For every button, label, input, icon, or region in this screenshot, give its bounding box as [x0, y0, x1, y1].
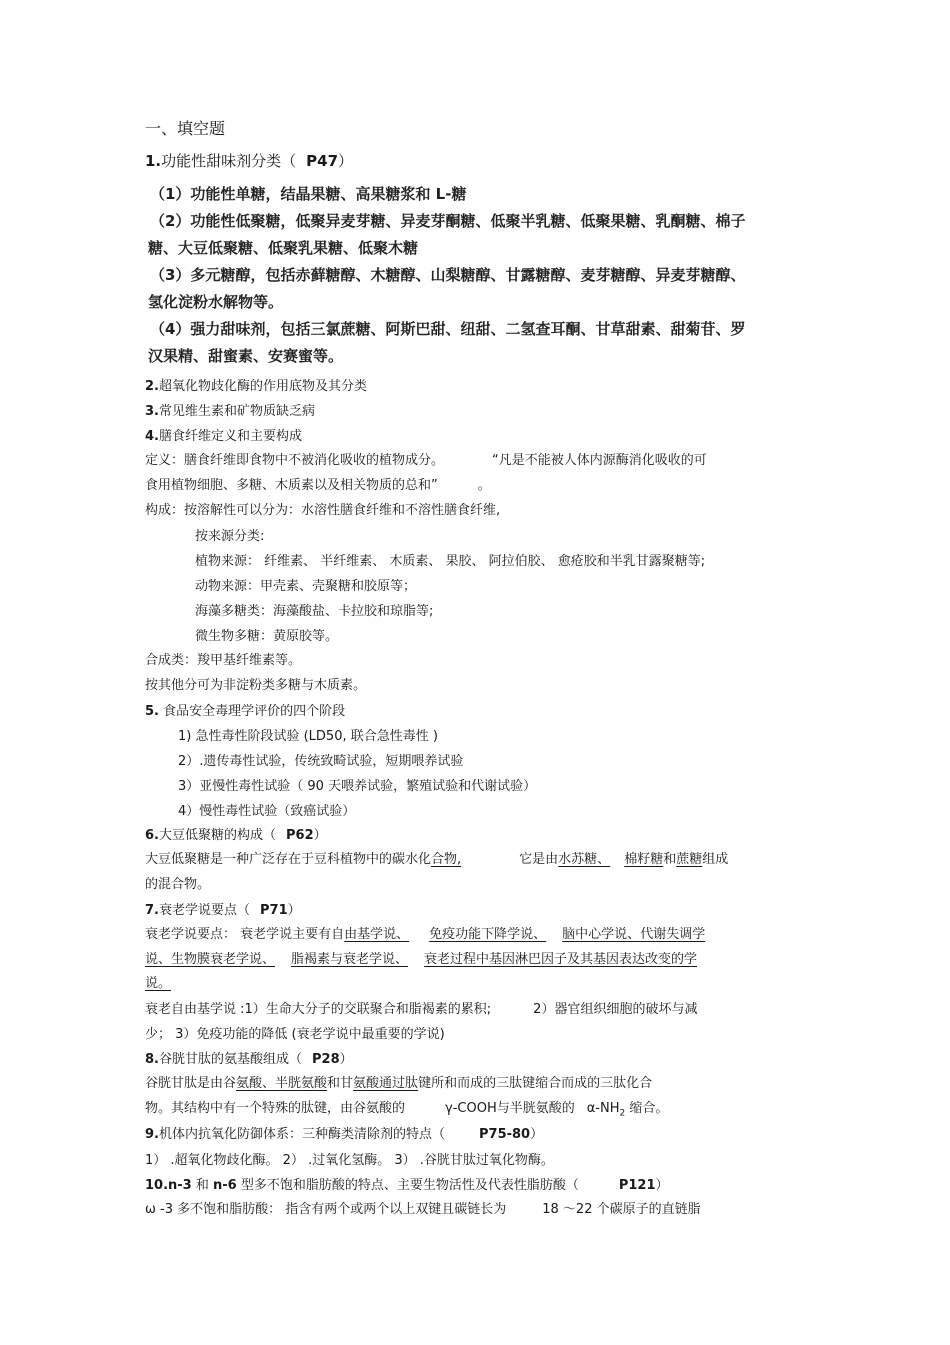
question-6-heading: 6.大豆低聚糖的构成（ P62）	[145, 828, 327, 843]
question-8-heading: 8.谷胱甘肽的氨基酸组成（ P28）	[145, 1052, 353, 1067]
microbe-source-line: 微生物多糖：黄原胶等。	[195, 629, 339, 644]
stage-line: 2）.遗传毒性试验，传统致畸试验，短期喂养试验	[178, 754, 464, 769]
seaweed-source-line: 海藻多糖类：海藻酸盐、卡拉胶和琼脂等;	[195, 604, 434, 619]
by-source-line: 按来源分类:	[195, 529, 265, 544]
definition-line: 食用植物细胞、多糖、木质素以及相关物质的总和” 。	[145, 478, 491, 493]
definition-line: 定义：膳食纤维即食物中不被消化吸收的植物成分。 “凡是不能被人体内源酶消化吸收的可	[145, 453, 707, 468]
q8-answer-line: 谷胱甘肽是由谷氨酸、半胱氨酸和甘氨酸通过肽键所和而成的三肽键缩合而成的三肽化合	[145, 1076, 653, 1091]
q1-item-line: 汉果精、甜蜜素、安赛蜜等。	[148, 347, 344, 365]
stage-line: 1) 急性毒性阶段试验 (LD50, 联合急性毒性 )	[178, 729, 438, 744]
q7-answer-line: 说。	[145, 976, 172, 991]
other-line: 按其他分可为非淀粉类多糖与木质素。	[145, 678, 367, 693]
q7-answer-line: 衰老自由基学说 :1）生命大分子的交联聚合和脂褐素的累积; 2）器官组织细胞的破坏与减	[145, 1002, 698, 1017]
q7-answer-line: 说、生物膜衰老学说、 脂褐素与衰老学说、 衰老过程中基因淋巴因子及其基因表达改变的学	[145, 952, 698, 967]
question-1-heading: 1.功能性甜味剂分类（ P47）	[145, 152, 354, 170]
q1-item-line: （3）多元糖醇，包括赤藓糖醇、木糖醇、山梨糖醇、甘露糖醇、麦芽糖醇、异麦芽糖醇、	[150, 266, 746, 284]
question-4-heading: 4.膳食纤维定义和主要构成	[145, 429, 302, 444]
plant-source-line: 植物来源： 纤维素、 半纤维素、 木质素、 果胶、 阿拉伯胶、 愈疮胶和半乳甘露聚糖等;	[195, 554, 706, 569]
q1-item-line: 糖、大豆低聚糖、低聚乳果糖、低聚木糖	[148, 239, 419, 257]
stage-line: 4）慢性毒性试验（致癌试验）	[178, 804, 356, 819]
section-title: 一、填空题	[145, 119, 226, 138]
q1-item-line: （4）强力甜味剂，包括三氯蔗糖、阿斯巴甜、纽甜、二氢查耳酮、甘草甜素、甜菊苷、罗	[150, 320, 746, 338]
stage-line: 3）亚慢性毒性试验（ 90 天喂养试验，繁殖试验和代谢试验）	[178, 779, 537, 794]
q6-answer-line: 的混合物。	[145, 877, 211, 892]
question-5-heading: 5. 食品安全毒理学评价的四个阶段	[145, 704, 346, 719]
synthetic-line: 合成类：羧甲基纤维素等。	[145, 653, 302, 668]
q7-answer-line: 衰老学说要点： 衰老学说主要有自由基学说、 免疫功能下降学说、 脑中心学说、代谢失调学	[145, 927, 706, 942]
q6-answer-line: 大豆低聚糖是一种广泛存在于豆科植物中的碳水化合物, 它是由水苏糖、 棉籽糖和蔗糖组成	[145, 852, 729, 867]
q8-answer-line: 物。其结构中有一个特殊的肽键，由谷氨酸的 γ-COOH与半胱氨酸的 $\alpha-NH_2$ 缩合。	[145, 1101, 669, 1119]
question-2-heading: 2.超氧化物歧化酶的作用底物及其分类	[145, 379, 367, 394]
question-3-heading: 3.常见维生素和矿物质缺乏病	[145, 404, 315, 419]
q1-item-line: （2）功能性低聚糖，低聚异麦芽糖、异麦芽酮糖、低聚半乳糖、低聚果糖、乳酮糖、棉子	[150, 212, 746, 230]
question-10-heading: 10.n-3 和 n-6 型多不饱和脂肪酸的特点、主要生物活性及代表性脂肪酸（ P121）	[145, 1178, 669, 1193]
q7-answer-line: 少； 3）免疫功能的降低 (衰老学说中最重要的学说)	[145, 1027, 445, 1042]
q1-item-line: （1）功能性单糖，结晶果糖、高果糖浆和 L-糖	[150, 185, 467, 203]
question-9-heading: 9.机体内抗氧化防御体系：三种酶类清除剂的特点（ P75-80）	[145, 1127, 544, 1142]
q9-answer-line: 1） .超氧化物歧化酶。 2） .过氧化氢酶。 3） .谷胱甘肽过氧化物酶。	[145, 1153, 554, 1168]
composition-line: 构成：按溶解性可以分为：水溶性膳食纤维和不溶性膳食纤维,	[145, 503, 501, 518]
animal-source-line: 动物来源：甲壳素、壳聚糖和胶原等；	[195, 579, 417, 594]
q10-answer-line: ω -3 多不饱和脂肪酸： 指含有两个或两个以上双键且碳链长为 18 ～22 个碳原子的直链脂	[145, 1202, 701, 1217]
q1-item-line: 氢化淀粉水解物等。	[148, 293, 284, 311]
question-7-heading: 7.衰老学说要点（ P71）	[145, 903, 301, 918]
